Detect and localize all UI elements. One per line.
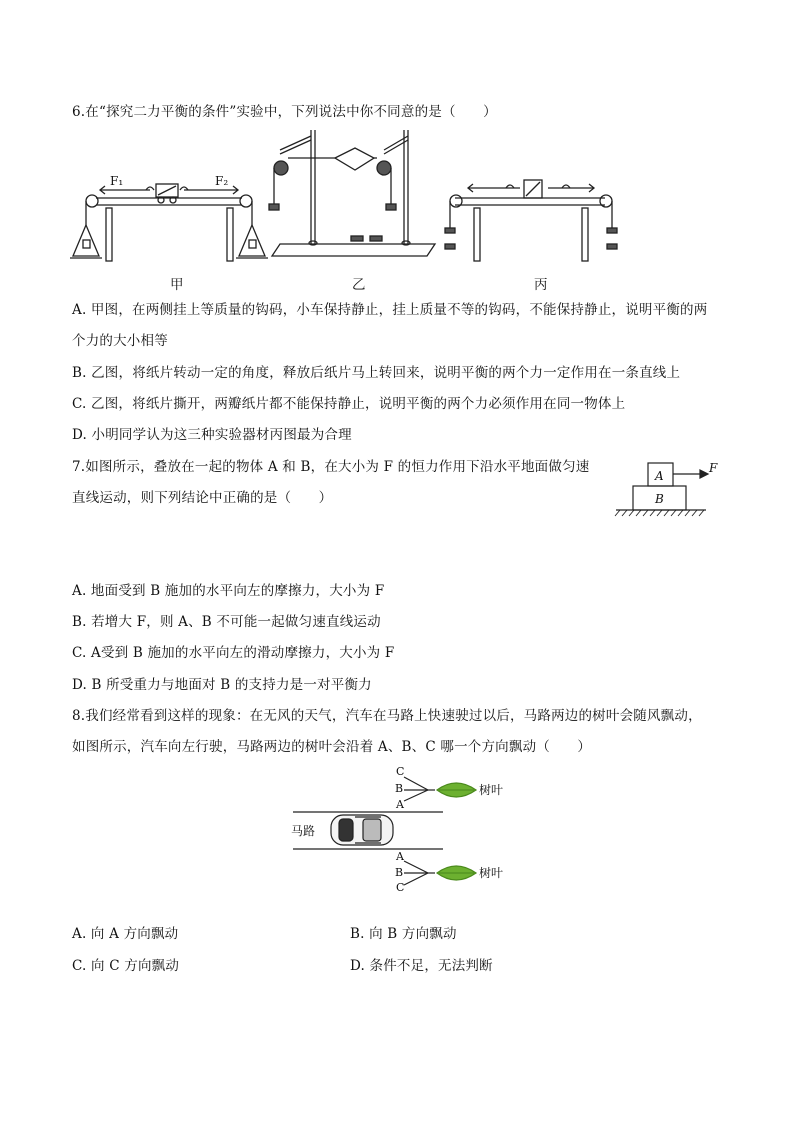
q6-option-b: B. 乙图，将纸片转动一定的角度，释放后纸片马上转回来，说明平衡的两个力一定作用在一条直线上 (72, 365, 681, 381)
label-jia: 甲 (170, 277, 184, 293)
q7-option-d: D. B 所受重力与地面对 B 的支持力是一对平衡力 (72, 677, 372, 693)
q8-option-d: D. 条件不足，无法判断 (350, 958, 493, 974)
figure-yi (269, 130, 435, 256)
label-force-f: F (709, 461, 718, 475)
q8-stem-line2: 如图所示，汽车向左行驶，马路两边的树叶会沿着 A、B、C 哪一个方向飘动（ ） (72, 739, 592, 755)
label-f1: F₁ (110, 174, 124, 188)
label-block-b: B (655, 492, 664, 506)
q6-option-a-line2: 个力的大小相等 (72, 333, 168, 349)
label-leaf-top: 树叶 (479, 783, 504, 797)
q8-option-b: B. 向 B 方向飘动 (350, 926, 457, 942)
label-f2: F₂ (215, 174, 229, 188)
label-bottom-a: A (396, 850, 404, 863)
q6-option-a-line1: A. 甲图，在两侧挂上等质量的钩码，小车保持静止，挂上质量不等的钩码，不能保持静止，说明平衡的两 (72, 302, 708, 318)
label-top-b: B (395, 782, 404, 795)
label-top-c: C (396, 765, 405, 778)
label-top-a: A (396, 798, 404, 811)
q7-stem-line1: 7.如图所示，叠放在一起的物体 A 和 B，在大小为 F 的恒力作用下沿水平地面做匀速 (72, 459, 590, 475)
label-leaf-bottom: 树叶 (479, 866, 504, 880)
label-bottom-c: C (396, 881, 405, 894)
figure-bing (445, 180, 617, 261)
q8-stem-line1: 8.我们经常看到这样的现象：在无风的天气，汽车在马路上快速驶过以后，马路两边的树叶会随风飘动， (72, 708, 702, 724)
label-bing: 丙 (534, 277, 548, 293)
q6-figure-apparatus (70, 128, 630, 270)
q6-option-d: D. 小明同学认为这三种实验器材丙图最为合理 (72, 427, 352, 443)
label-road: 马路 (291, 824, 316, 838)
q7-option-c: C. A受到 B 施加的水平向左的滑动摩擦力，大小为 F (72, 645, 395, 661)
q8-option-c: C. 向 C 方向飘动 (72, 958, 180, 974)
q6-stem: 6.在“探究二力平衡的条件”实验中，下列说法中你不同意的是（ ） (72, 104, 497, 120)
q7-stem-line2: 直线运动，则下列结论中正确的是（ ） (72, 490, 333, 506)
label-block-a: A (655, 469, 664, 483)
q8-option-a: A. 向 A 方向飘动 (72, 926, 179, 942)
q7-figure-blocks (612, 458, 722, 524)
q6-option-c: C. 乙图，将纸片撕开，两瓣纸片都不能保持静止，说明平衡的两个力必须作用在同一物体上 (72, 396, 626, 412)
q7-option-a: A. 地面受到 B 施加的水平向左的摩擦力，大小为 F (72, 583, 385, 599)
label-bottom-b: B (395, 866, 404, 879)
label-yi: 乙 (352, 277, 366, 293)
q7-option-b: B. 若增大 F，则 A、B 不可能一起做匀速直线运动 (72, 614, 381, 630)
figure-jia (70, 184, 268, 261)
q8-figure-road (285, 762, 525, 896)
